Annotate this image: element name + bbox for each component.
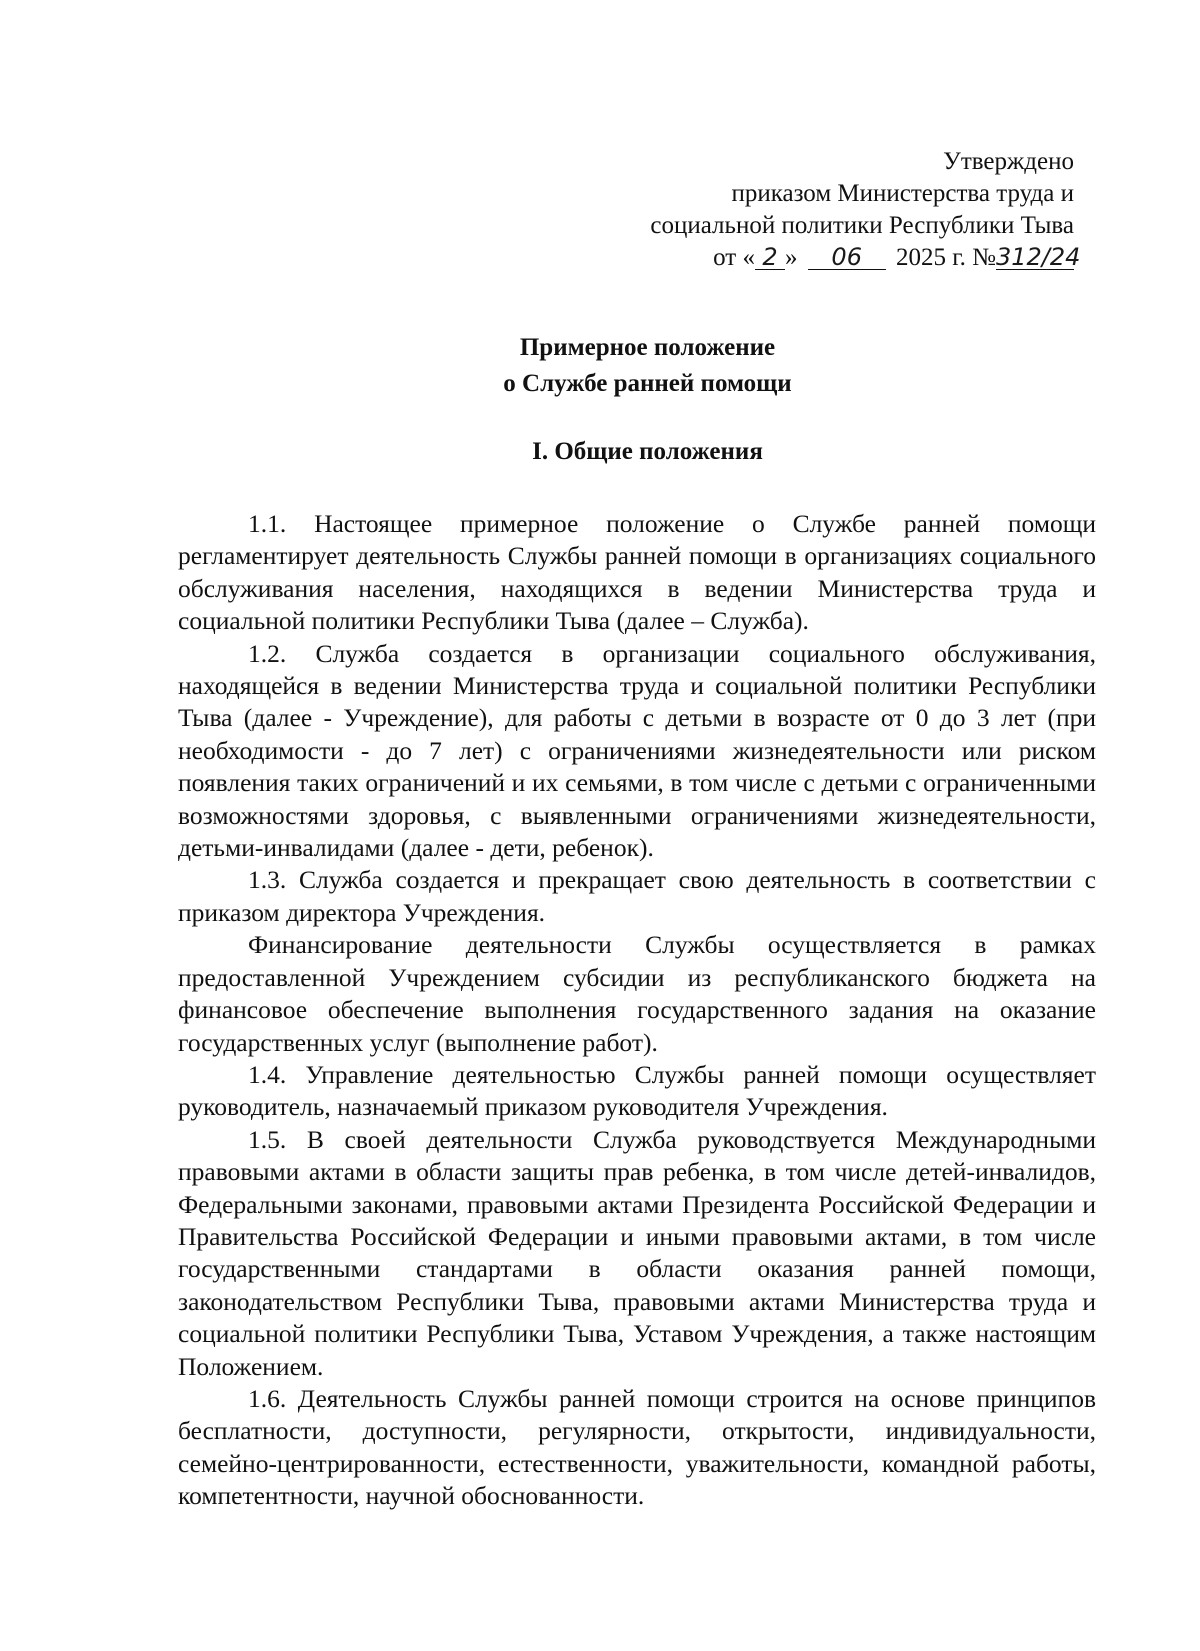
paragraph-financing: Финансирование деятельности Службы осуществляется в рамках предоставленной Учреждением субсидии из республиканского бюджета на финансовое обеспечение выполнения государственного задания на оказание государственных услуг (выполнение работ). [178, 930, 1096, 1057]
document-body [178, 508, 1096, 1513]
paragraph-1-2: 1.2. Служба создается в организации социального обслуживания, находящейся в ведении Министерства труда и социальной политики Республики Тыва (далее - Учреждение), для работы с детьми в возрасте от 0 до 3 лет (при необходимости - до 7 лет) с ограничениями жизнедеятельности или риском появления таких ограничений и их семьями, в том числе с детьми с ограниченными возможностями здоровья, с выявленными ограничениями жизнедеятельности, детьми-инвалидами (далее - дети, ребенок). [178, 638, 1096, 863]
approval-date-line [650, 242, 1081, 274]
date-year-suffix: 2025 г. № [895, 244, 996, 271]
approval-label: Утверждено [943, 148, 1074, 175]
paragraph-1-4: 1.4. Управление деятельностью Службы ранней помощи осуществляет руководитель, назначаемый приказом руководителя Учреждения. [178, 1059, 1096, 1122]
document-title [0, 330, 1200, 402]
approval-ministry-line: приказом Министерства труда и [731, 180, 1074, 207]
document-title-line-1: Примерное положение [519, 334, 776, 361]
handwritten-day: 2 [755, 245, 785, 270]
paragraph-1-1: 1.1. Настоящее примерное положение о Службе ранней помощи регламентирует деятельность Службы ранней помощи в организациях социального обслуживания населения, находящихся в ведении Министерства труда и социальной политики Республики Тыва (далее – Служба). [178, 509, 1096, 636]
approval-stamp-block [650, 146, 1081, 274]
date-prefix: от « [713, 244, 755, 271]
section-heading: I. Общие положения [532, 438, 763, 465]
paragraph-1-3: 1.3. Служба создается и прекращает свою деятельность в соответствии с приказом директора Учреждения. [178, 865, 1096, 927]
paragraph-1-5: 1.5. В своей деятельности Служба руководствуется Международными правовыми актами в области защиты прав ребенка, в том числе детей-инвалидов, Федеральными законами, правовыми актами Президента Российской Федерации и Правительства Российской Федерации и иными правовыми актами, в том числе государственными стандартами в области оказания ранней помощи, законодательством Республики Тыва, правовыми актами Министерства труда и социальной политики Республики Тыва, Уставом Учреждения, а также настоящим Положением. [178, 1124, 1096, 1381]
handwritten-order-number: 312/24 [996, 243, 1081, 271]
approval-ministry-line-2: социальной политики Республики Тыва [650, 212, 1074, 239]
handwritten-month: 06 [808, 245, 886, 270]
document-title-line-2: о Службе ранней помощи [503, 370, 792, 397]
date-mid: » [784, 244, 798, 271]
paragraph-1-6: 1.6. Деятельность Службы ранней помощи строится на основе принципов бесплатности, доступности, регулярности, открытости, индивидуальности, семейно-центрированности, естественности, уважительности, командной работы, компетентности, научной обоснованности. [178, 1383, 1096, 1511]
